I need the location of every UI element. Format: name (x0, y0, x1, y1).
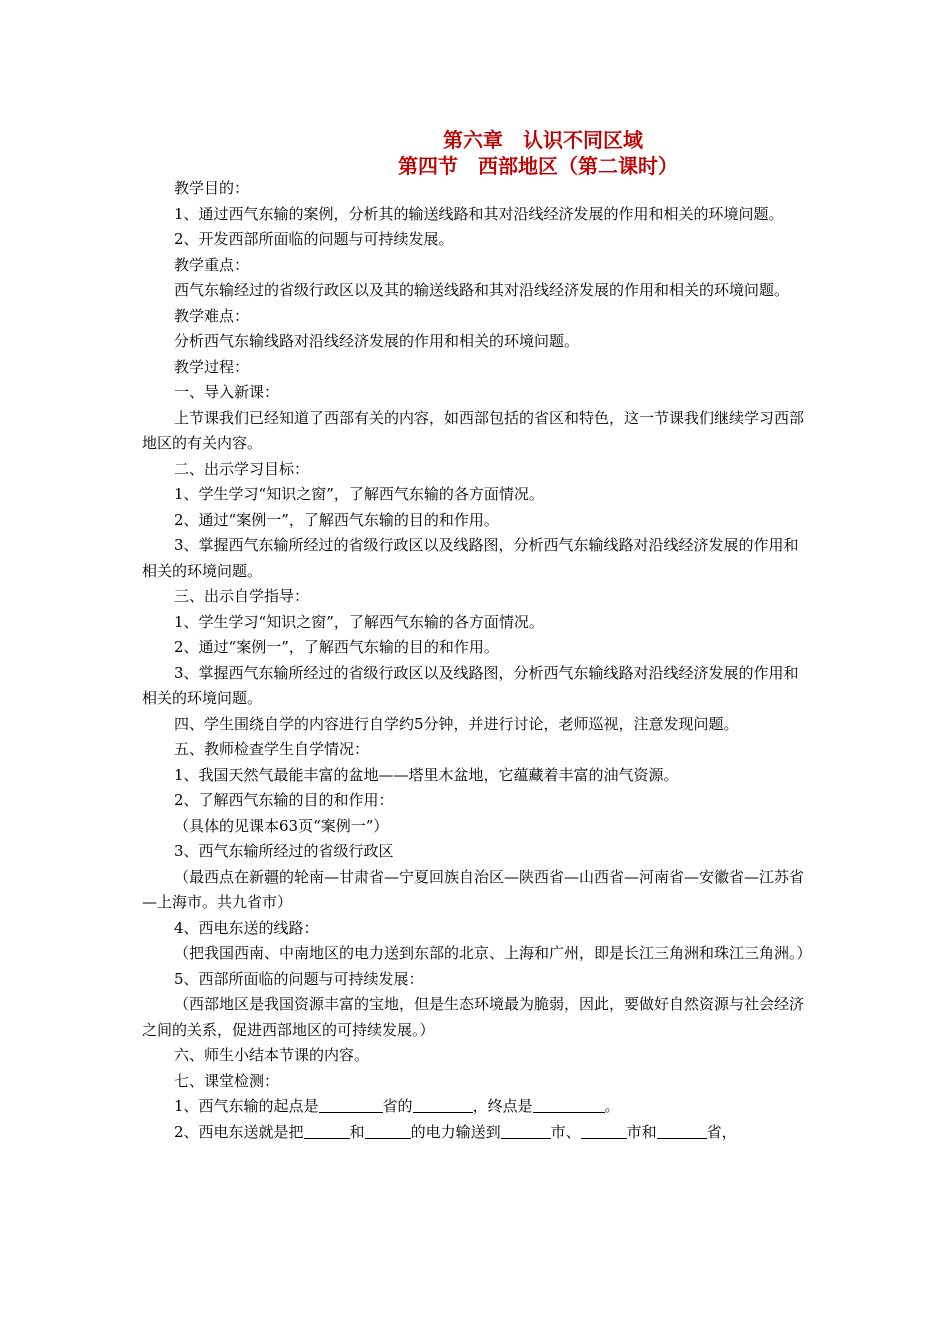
q2-text-f: 省， (706, 1122, 737, 1141)
q1-text-b: 省的 (382, 1097, 413, 1115)
para-step-1: 一、导入新课： (174, 383, 280, 401)
lesson-body (142, 176, 810, 1145)
chapter-title: 第六章 认识不同区域 (443, 128, 643, 152)
para-key-points: 西气东输经过的省级行政区以及其的输送线路和其对沿线经济发展的作用和相关的环境问题。 (174, 281, 790, 299)
para-step-4: 四、学生围绕自学的内容进行自学约5分钟，并进行讨论，老师巡视，注意发现问题。 (174, 714, 739, 733)
section-title: 第四节 西部地区（第二课时） (398, 154, 678, 178)
para-step-6: 六、师生小结本节课的内容。 (174, 1046, 370, 1064)
q2-blank-5[interactable] (657, 1122, 707, 1139)
q2-text-e: 市和 (626, 1122, 657, 1141)
para-guide-2: 2、通过“案例一”，了解西气东输的目的和作用。 (174, 638, 499, 656)
para-step-5: 五、教师检查学生自学情况： (174, 740, 370, 758)
q1-text-a: 1、西气东输的起点是 (174, 1097, 319, 1115)
para-check-4-note: （把我国西南、中南地区的电力送到东部的北京、上海和广州，即是长江三角洲和珠江三角洲。） (174, 944, 812, 962)
q2-blank-2[interactable] (365, 1122, 411, 1139)
q1-blank-3[interactable] (533, 1096, 605, 1113)
para-objective-2: 2、开发西部所面临的问题与可持续发展。 (174, 230, 454, 248)
para-key-points-heading: 教学重点： (174, 255, 250, 274)
q2-blank-1[interactable] (304, 1122, 350, 1139)
para-process-heading: 教学过程： (174, 357, 250, 376)
q1-blank-2[interactable] (413, 1096, 473, 1113)
q2-text-c: 的电力输送到 (410, 1122, 501, 1141)
para-check-2: 2、了解西气东输的目的和作用： (174, 791, 394, 809)
para-goal-2: 2、通过“案例一”，了解西气东输的目的和作用。 (174, 510, 499, 529)
para-difficulty: 分析西气东输线路对沿线经济发展的作用和相关的环境问题。 (174, 332, 580, 350)
para-goal-1: 1、学生学习“知识之窗”，了解西气东输的各方面情况。 (174, 485, 544, 503)
para-guide-3: 3、掌握西气东输所经过的省级行政区以及线路图，分析西气东输线路对沿线经济发展的作用和相关的环境问题。 (142, 663, 799, 707)
q2-blank-3[interactable] (501, 1122, 551, 1139)
para-check-5-note: （西部地区是我国资源丰富的宝地，但是生态环境最为脆弱，因此，要做好自然资源与社会经济之间的关系，促进西部地区的可持续发展。） (142, 995, 805, 1039)
quiz-question-2 (142, 1120, 810, 1146)
para-check-5: 5、西部所面临的问题与可持续发展： (174, 969, 424, 988)
para-goal-3: 3、掌握西气东输所经过的省级行政区以及线路图，分析西气东输线路对沿线经济发展的作用和相关的环境问题。 (142, 536, 799, 580)
quiz-question-1 (142, 1094, 810, 1120)
para-objectives-heading: 教学目的： (174, 179, 250, 197)
para-check-3-note: （最西点在新疆的轮南—甘肃省—宁夏回族自治区—陕西省—山西省—河南省—安徽省—江苏省—上海市。共九省市） (142, 867, 805, 911)
para-guide-1: 1、学生学习“知识之窗”，了解西气东输的各方面情况。 (174, 612, 544, 631)
para-objective-1: 1、通过西气东输的案例，分析其的输送线路和其对沿线经济发展的作用和相关的环境问题。 (174, 204, 784, 223)
para-check-2-note: （具体的见课本63页“案例一”） (174, 816, 389, 835)
q1-text-d: 。 (604, 1097, 620, 1115)
q2-text-a: 2、西电东送就是把 (174, 1122, 304, 1141)
q1-text-c: ，终点是 (472, 1097, 533, 1115)
para-step-3: 三、出示自学指导： (174, 587, 310, 605)
para-check-1: 1、我国天然气最能丰富的盆地——塔里木盆地，它蕴藏着丰富的油气资源。 (174, 765, 679, 784)
q2-text-b: 和 (349, 1122, 365, 1141)
q2-blank-4[interactable] (581, 1122, 627, 1139)
para-intro: 上节课我们已经知道了西部有关的内容，如西部包括的省区和特色，这一节课我们继续学习西部地区的有关内容。 (142, 408, 805, 452)
para-check-3: 3、西气东输所经过的省级行政区 (174, 842, 394, 860)
para-step-2: 二、出示学习目标： (174, 459, 310, 478)
q1-blank-1[interactable] (319, 1096, 383, 1113)
para-step-7: 七、课堂检测： (174, 1071, 280, 1090)
para-check-4: 4、西电东送的线路： (174, 918, 319, 937)
q2-text-d: 市、 (550, 1122, 581, 1141)
para-difficulty-heading: 教学难点： (174, 306, 250, 325)
